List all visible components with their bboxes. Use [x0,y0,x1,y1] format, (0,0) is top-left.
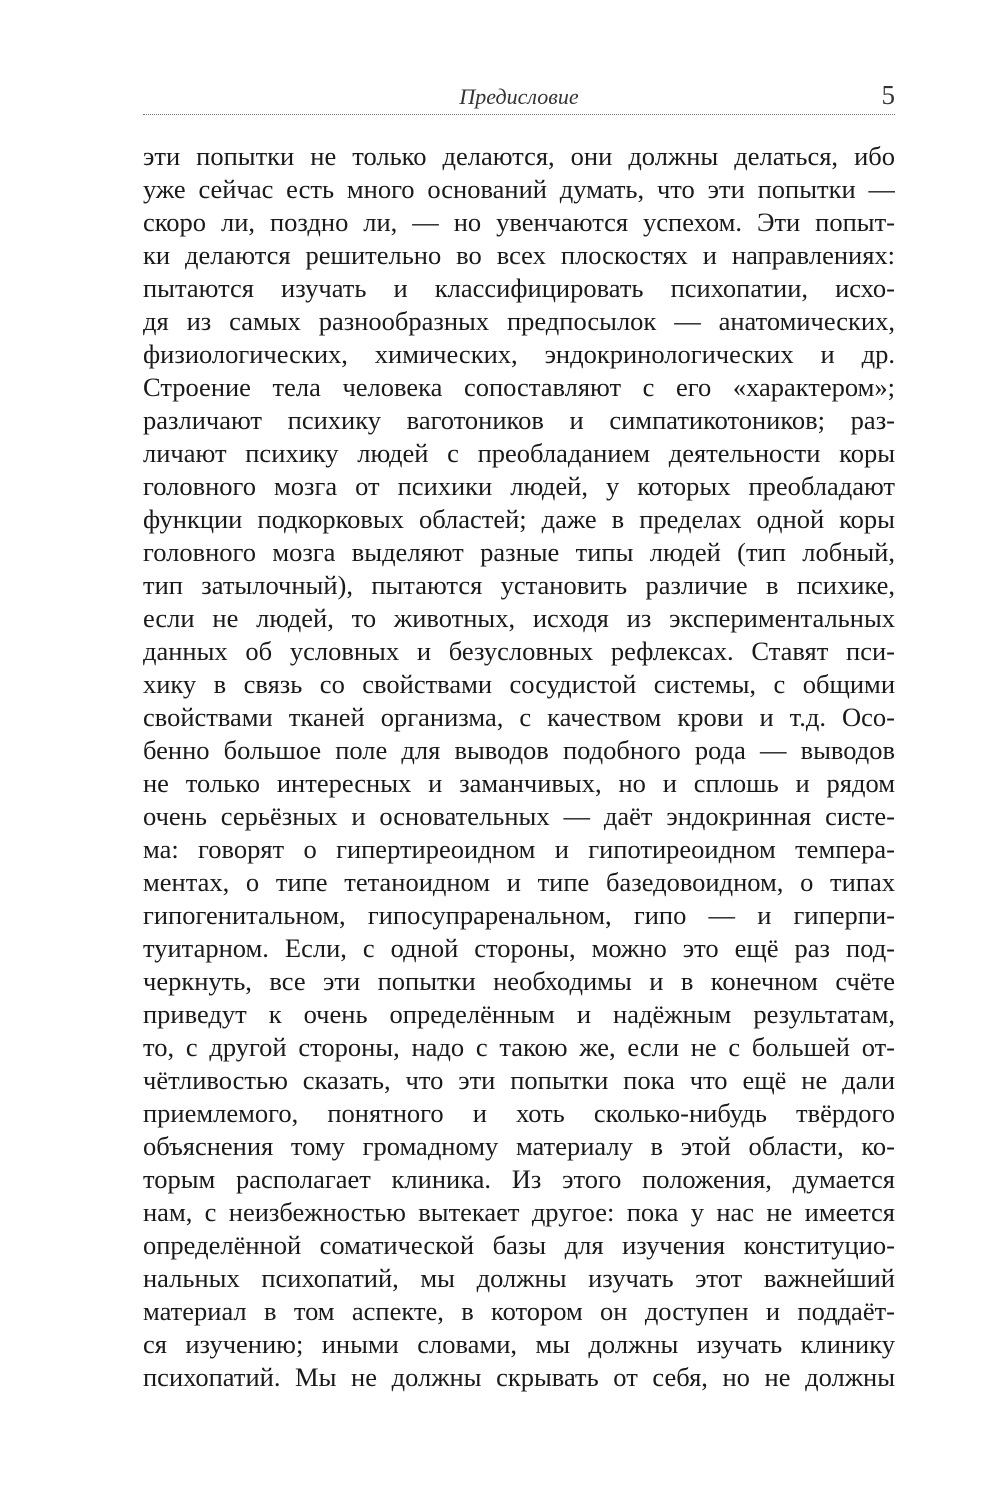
text-line: черкнуть, все эти попытки необходимы и в конечном счёте [143,966,895,996]
text-line: определённой соматической базы для изучения конституцио- [143,1230,895,1260]
text-line: уже сейчас есть много оснований думать, что эти попытки — [143,174,895,204]
text-line: дя из самых разнообразных предпосылок — анатомических, [143,306,895,336]
text-line: если не людей, то животных, исходя из экспериментальных [143,603,895,633]
text-line: пытаются изучать и классифицировать психопатии, исхо- [143,273,895,303]
text-line: данных об условных и безусловных рефлексах. Ставят пси- [143,636,895,666]
text-line: торым располагает клиника. Из этого положения, думается [143,1164,895,1194]
text-line: ма: говорят о гипертиреоидном и гипотиреоидном темпера- [143,834,895,864]
text-line: свойствами тканей организма, с качеством крови и т.д. Осо- [143,702,895,732]
text-line: нам, с неизбежностью вытекает другое: пока у нас не имеется [143,1197,895,1227]
page-number: 5 [881,80,895,110]
text-line: Строение тела человека сопоставляют с его «характером»; [143,372,895,402]
text-line: эти попытки не только делаются, они должны делаться, ибо [143,141,895,171]
text-line: различают психику ваготоников и симпатикотоников; раз- [143,405,895,435]
text-line: бенно большое поле для выводов подобного рода — выводов [143,735,895,765]
text-line: тип затылочный), пытаются установить различие в психике, [143,570,895,600]
text-line: физиологических, химических, эндокринологических и др. [143,339,895,369]
text-line: приведут к очень определённым и надёжным результатам, [143,999,895,1029]
text-line: ся изучению; иными словами, мы должны изучать клинику [143,1329,895,1359]
text-line: ки делаются решительно во всех плоскостях и направлениях: [143,240,895,270]
text-line: нальных психопатий, мы должны изучать этот важнейший [143,1263,895,1293]
text-line: приемлемого, понятного и хоть сколько-нибудь твёрдого [143,1098,895,1128]
body-text [143,140,895,1394]
text-line: скоро ли, поздно ли, — но увенчаются успехом. Эти попыт- [143,207,895,237]
text-line: хику в связь со свойствами сосудистой системы, с общими [143,669,895,699]
text-line: не только интересных и заманчивых, но и сплошь и рядом [143,768,895,798]
text-line: головного мозга от психики людей, у которых преобладают [143,471,895,501]
text-line: функции подкорковых областей; даже в пределах одной коры [143,504,895,534]
text-line: материал в том аспекте, в котором он доступен и поддаёт- [143,1296,895,1326]
text-line: личают психику людей с преобладанием деятельности коры [143,438,895,468]
running-title: Предисловие [459,84,579,109]
text-line: ментах, о типе тетаноидном и типе базедовоидном, о типах [143,867,895,897]
text-line: то, с другой стороны, надо с такою же, если не с большей от- [143,1032,895,1062]
running-header [143,80,895,115]
text-line: психопатий. Мы не должны скрывать от себя, но не должны [143,1362,895,1392]
text-line: гипогенитальном, гипосупраренальном, гипо — и гиперпи- [143,900,895,930]
text-line: головного мозга выделяют разные типы людей (тип лобный, [143,537,895,567]
text-line: объяснения тому громадному материалу в этой области, ко- [143,1131,895,1161]
text-line: чётливостью сказать, что эти попытки пока что ещё не дали [143,1065,895,1095]
text-line: очень серьёзных и основательных — даёт эндокринная систе- [143,801,895,831]
text-line: туитарном. Если, с одной стороны, можно это ещё раз под- [143,933,895,963]
